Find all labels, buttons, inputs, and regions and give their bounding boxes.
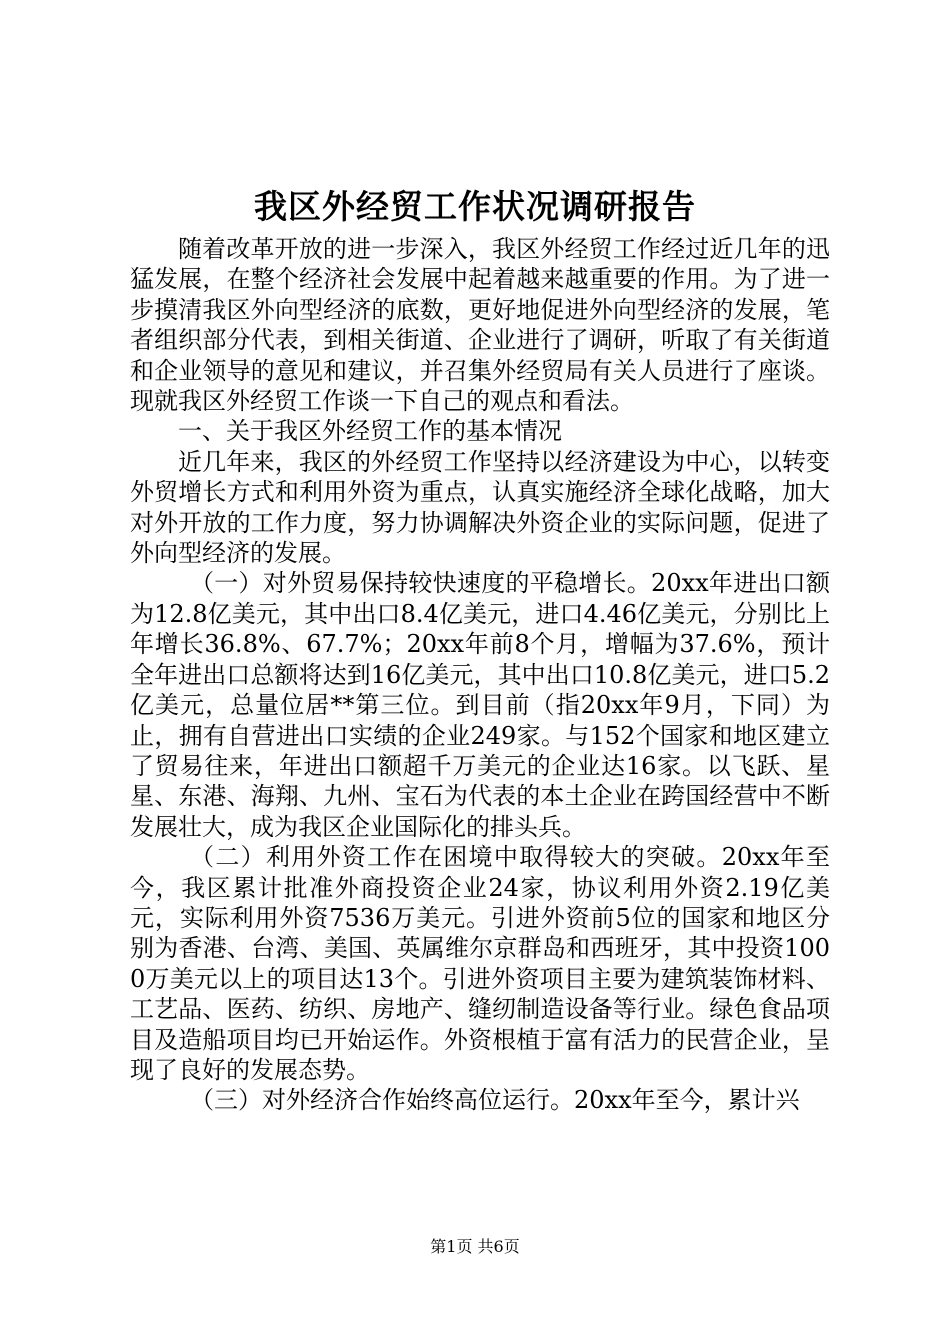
paragraph-intro: 随着改革开放的进一步深入，我区外经贸工作经过近几年的迅猛发展，在整个经济社会发展中起着越来越重要的作用。为了进一步摸清我区外向型经济的底数，更好地促进外向型经济的发展，笔者组织部分代表，到相关街道、企业进行了调研，听取了有关街道和企业领导的意见和建议，并召集外经贸局有关人员进行了座谈。现就我区外经贸工作谈一下自己的观点和看法。 (130, 235, 830, 416)
paragraph-economic-cooperation: （三）对外经济合作始终高位运行。20xx年至今，累计兴 (190, 1086, 800, 1115)
page-footer: 第1页 共6页 (430, 1237, 520, 1256)
paragraph-foreign-trade: （一）对外贸易保持较快速度的平稳增长。20xx年进出口额为12.8亿美元，其中出口8.4亿美元，进口4.46亿美元，分别比上年增长36.8%、67.7%；20xx年前8个月，增幅为37.6%，预计全年进出口总额将达到16亿美元，其中出口10.8亿美元，进口5.2亿美元，总量位居**第三位。到目前（指20xx年9月，下同）为止，拥有自营进出口实绩的企业249家。与152个国家和地区建立了贸易往来，年进出口额超千万美元的企业达16家。以飞跃、星星、东港、海翔、九州、宝石为代表的本土企业在跨国经营中不断发展壮大，成为我区企业国际化的排头兵。 (130, 569, 830, 841)
paragraph-foreign-investment: （二）利用外资工作在困境中取得较大的突破。20xx年至今，我区累计批准外商投资企业24家，协议利用外资2.19亿美元，实际利用外资7536万美元。引进外资前5位的国家和地区分别为香港、台湾、美国、英属维尔京群岛和西班牙，其中投资1000万美元以上的项目达13个。引进外资项目主要为建筑装饰材料、工艺品、医药、纺织、房地产、缝纫制造设备等行业。绿色食品项目及造船项目均已开始运作。外资根植于富有活力的民营企业，呈现了良好的发展态势。 (130, 843, 830, 1084)
document-title: 我区外经贸工作状况调研报告 (254, 187, 696, 226)
document-body (130, 234, 830, 1116)
section-heading-basic-situation: 一、关于我区外经贸工作的基本情况 (178, 417, 562, 446)
paragraph-overview: 近几年来，我区的外经贸工作坚持以经济建设为中心，以转变外贸增长方式和利用外资为重点，认真实施经济全球化战略，加大对外开放的工作力度，努力协调解决外资企业的实际问题，促进了外向型经济的发展。 (130, 447, 830, 568)
